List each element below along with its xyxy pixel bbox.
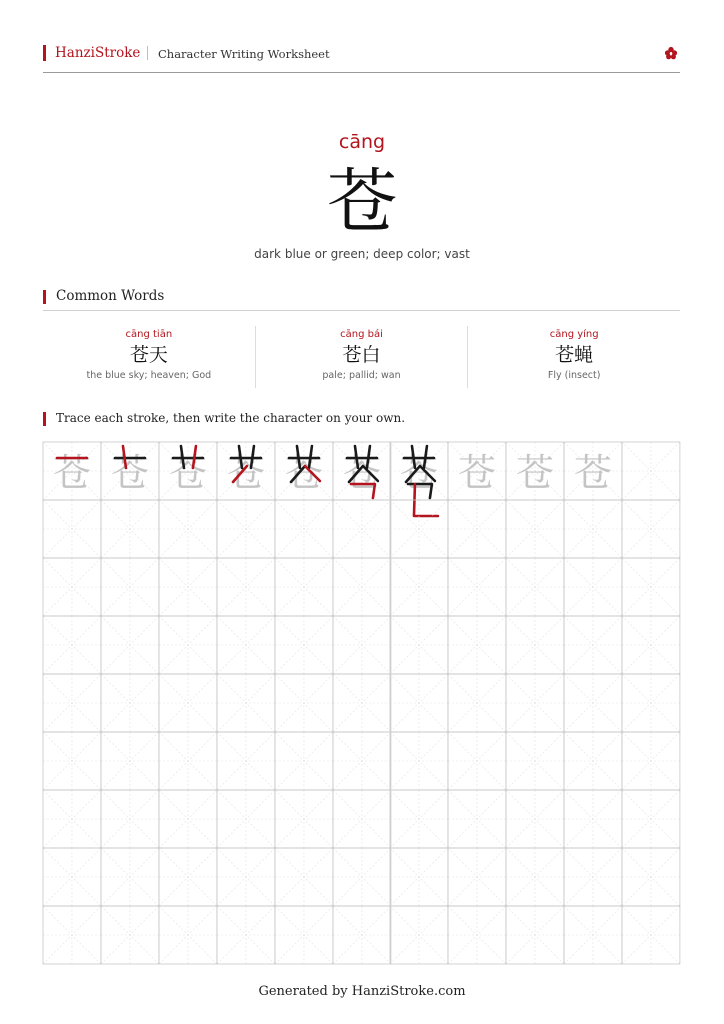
word-meaning: the blue sky; heaven; God xyxy=(86,370,212,381)
practice-cell[interactable] xyxy=(275,790,333,848)
word-pinyin: cāng yíng xyxy=(549,329,599,340)
common-words-heading xyxy=(43,288,680,311)
practice-cell[interactable] xyxy=(217,674,275,732)
practice-cell[interactable] xyxy=(43,906,101,964)
instruction-text: Trace each stroke, then write the character on your own. xyxy=(56,411,406,425)
practice-cell[interactable] xyxy=(448,732,506,790)
practice-cell[interactable] xyxy=(390,906,448,964)
practice-cell[interactable] xyxy=(448,674,506,732)
practice-cell[interactable] xyxy=(448,616,506,674)
practice-cell[interactable] xyxy=(159,442,217,500)
practice-cell[interactable] xyxy=(217,558,275,616)
practice-cell[interactable] xyxy=(390,848,448,906)
word-meaning: Fly (insect) xyxy=(547,370,601,381)
practice-cell[interactable] xyxy=(159,500,217,558)
practice-cell[interactable] xyxy=(43,558,101,616)
practice-cell[interactable] xyxy=(275,616,333,674)
practice-cell[interactable] xyxy=(390,674,448,732)
practice-cell[interactable] xyxy=(506,848,564,906)
practice-cell[interactable] xyxy=(390,732,448,790)
instruction-accent-bar xyxy=(43,412,46,426)
word-hanzi: 苍白 xyxy=(342,344,381,366)
practice-cell[interactable] xyxy=(564,442,622,500)
practice-cell[interactable] xyxy=(275,674,333,732)
practice-cell[interactable] xyxy=(275,442,333,500)
character-pinyin: cāng xyxy=(338,131,386,153)
practice-cell[interactable] xyxy=(101,442,159,500)
brand-accent-bar xyxy=(43,45,46,61)
practice-cell[interactable] xyxy=(101,674,159,732)
footer-text[interactable]: Generated by HanziStroke.com xyxy=(258,984,466,999)
practice-cell[interactable] xyxy=(622,442,680,500)
practice-cell[interactable] xyxy=(390,442,448,500)
practice-cell[interactable] xyxy=(101,616,159,674)
practice-cell[interactable] xyxy=(506,442,564,500)
practice-cell[interactable] xyxy=(159,674,217,732)
trace-character: 苍 xyxy=(226,450,265,496)
trace-character: 苍 xyxy=(52,450,91,496)
practice-cell[interactable] xyxy=(564,500,622,558)
word-item xyxy=(43,326,255,388)
header-subtitle: Character Writing Worksheet xyxy=(158,47,330,61)
practice-cell[interactable] xyxy=(275,500,333,558)
practice-cell[interactable] xyxy=(43,442,101,500)
practice-cell[interactable] xyxy=(333,790,391,848)
practice-cell[interactable] xyxy=(564,906,622,964)
practice-cell[interactable] xyxy=(217,848,275,906)
worksheet-header xyxy=(43,43,680,73)
practice-cell[interactable] xyxy=(217,500,275,558)
practice-cell[interactable] xyxy=(217,732,275,790)
practice-cell[interactable] xyxy=(275,558,333,616)
practice-cell[interactable] xyxy=(217,442,275,500)
practice-cell[interactable] xyxy=(159,558,217,616)
practice-cell[interactable] xyxy=(564,848,622,906)
trace-character: 苍 xyxy=(574,450,613,496)
practice-cell[interactable] xyxy=(159,616,217,674)
trace-character: 苍 xyxy=(400,450,439,496)
practice-cell[interactable] xyxy=(333,674,391,732)
practice-cell[interactable] xyxy=(564,674,622,732)
practice-cell[interactable] xyxy=(506,906,564,964)
practice-cell[interactable] xyxy=(43,616,101,674)
practice-cell[interactable] xyxy=(333,500,391,558)
practice-cell[interactable] xyxy=(622,558,680,616)
practice-cell[interactable] xyxy=(390,500,448,558)
section-accent-bar xyxy=(43,290,46,304)
word-hanzi: 苍天 xyxy=(129,344,168,366)
practice-cell[interactable] xyxy=(506,732,564,790)
practice-cell[interactable] xyxy=(275,732,333,790)
word-item xyxy=(467,326,680,388)
main-character: 苍 xyxy=(327,161,397,243)
practice-cell[interactable] xyxy=(506,674,564,732)
practice-cell[interactable] xyxy=(390,558,448,616)
practice-cell[interactable] xyxy=(622,616,680,674)
practice-cell[interactable] xyxy=(333,558,391,616)
practice-cell[interactable] xyxy=(333,616,391,674)
practice-cell[interactable] xyxy=(43,790,101,848)
practice-cell[interactable] xyxy=(43,674,101,732)
common-words-title: Common Words xyxy=(56,288,165,304)
practice-cell[interactable] xyxy=(333,906,391,964)
trace-character: 苍 xyxy=(168,450,207,496)
practice-cell[interactable] xyxy=(390,616,448,674)
character-meaning: dark blue or green; deep color; vast xyxy=(254,247,470,261)
practice-cell[interactable] xyxy=(448,848,506,906)
practice-cell[interactable] xyxy=(506,500,564,558)
practice-cell[interactable] xyxy=(622,732,680,790)
brand-name[interactable]: HanziStroke xyxy=(55,45,141,61)
practice-cell[interactable] xyxy=(101,558,159,616)
practice-cell[interactable] xyxy=(506,616,564,674)
practice-cell[interactable] xyxy=(506,790,564,848)
word-pinyin: cāng bái xyxy=(340,329,383,340)
practice-cell[interactable] xyxy=(159,790,217,848)
practice-cell[interactable] xyxy=(275,848,333,906)
practice-cell[interactable] xyxy=(622,674,680,732)
practice-cell[interactable] xyxy=(43,732,101,790)
practice-cell[interactable] xyxy=(448,558,506,616)
practice-cell[interactable] xyxy=(390,790,448,848)
practice-cell[interactable] xyxy=(159,906,217,964)
header-divider xyxy=(147,46,148,60)
practice-cell[interactable] xyxy=(217,790,275,848)
practice-cell[interactable] xyxy=(217,906,275,964)
practice-cell[interactable] xyxy=(275,906,333,964)
practice-cell[interactable] xyxy=(564,616,622,674)
practice-cell[interactable] xyxy=(564,732,622,790)
practice-cell[interactable] xyxy=(217,616,275,674)
trace-character: 苍 xyxy=(110,450,149,496)
practice-cell[interactable] xyxy=(333,732,391,790)
trace-character: 苍 xyxy=(458,450,497,496)
practice-cell[interactable] xyxy=(159,732,217,790)
practice-cell[interactable] xyxy=(622,848,680,906)
practice-cell[interactable] xyxy=(448,906,506,964)
practice-cell[interactable] xyxy=(622,906,680,964)
practice-cell[interactable] xyxy=(101,732,159,790)
practice-cell[interactable] xyxy=(43,848,101,906)
practice-cell[interactable] xyxy=(622,790,680,848)
practice-cell[interactable] xyxy=(101,790,159,848)
practice-cell[interactable] xyxy=(101,848,159,906)
practice-cell[interactable] xyxy=(564,790,622,848)
practice-cell[interactable] xyxy=(622,500,680,558)
practice-cell[interactable] xyxy=(506,558,564,616)
practice-cell[interactable] xyxy=(564,558,622,616)
word-item xyxy=(255,326,468,388)
practice-cell[interactable] xyxy=(43,500,101,558)
common-words-list xyxy=(43,326,680,388)
word-meaning: pale; pallid; wan xyxy=(322,370,401,381)
practice-cell[interactable] xyxy=(448,442,506,500)
word-pinyin: cāng tiān xyxy=(125,329,173,340)
practice-cell[interactable] xyxy=(333,442,391,500)
practice-grid xyxy=(43,442,680,964)
trace-character: 苍 xyxy=(516,450,555,496)
practice-cell[interactable] xyxy=(101,906,159,964)
word-hanzi: 苍蝇 xyxy=(555,344,594,366)
practice-cell[interactable] xyxy=(333,848,391,906)
trace-character: 苍 xyxy=(342,450,381,496)
practice-cell[interactable] xyxy=(159,848,217,906)
flower-logo-icon xyxy=(664,46,678,60)
trace-character: 苍 xyxy=(284,450,323,496)
practice-cell[interactable] xyxy=(101,500,159,558)
practice-cell[interactable] xyxy=(448,500,506,558)
practice-cell[interactable] xyxy=(448,790,506,848)
